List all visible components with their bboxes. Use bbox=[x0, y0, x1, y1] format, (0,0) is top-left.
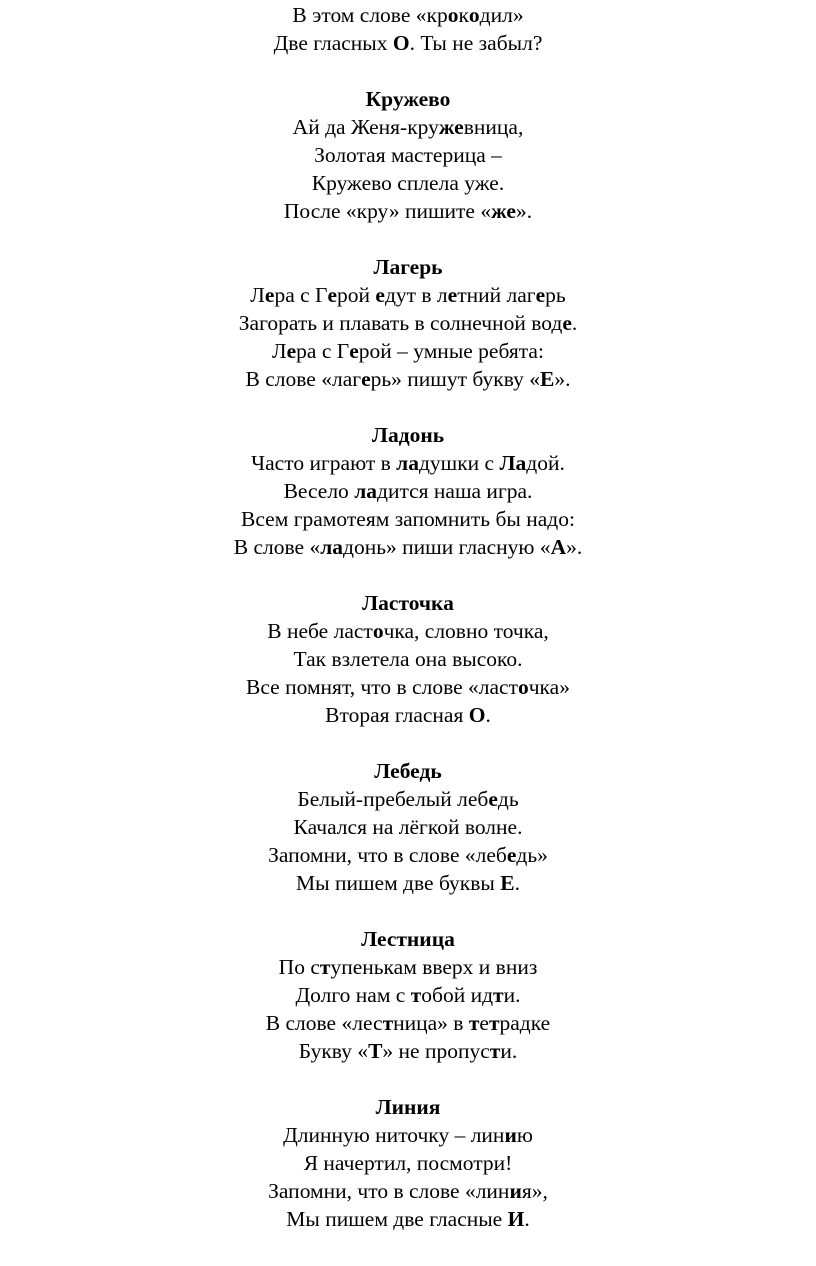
highlighted-letters: е bbox=[327, 283, 337, 307]
poem-line bbox=[0, 337, 816, 365]
highlighted-letters: е bbox=[264, 283, 275, 307]
line-text: Я начертил, посмотри! bbox=[303, 1151, 513, 1175]
highlighted-letters: и bbox=[504, 1123, 517, 1147]
line-text: душки с bbox=[418, 451, 500, 475]
line-text: и. bbox=[503, 983, 521, 1007]
highlighted-letters: о bbox=[468, 3, 480, 27]
line-text: Две гласных bbox=[273, 31, 393, 55]
line-text: я», bbox=[521, 1179, 548, 1203]
highlighted-letters: же bbox=[438, 115, 464, 139]
line-text: дут в л bbox=[384, 283, 448, 307]
line-text: . bbox=[514, 871, 520, 895]
poem-block bbox=[0, 85, 816, 225]
poem-line bbox=[0, 645, 816, 673]
line-text: донь» пиши гласную « bbox=[343, 535, 551, 559]
line-text: Кружево сплела уже. bbox=[311, 171, 505, 195]
highlighted-letters: е bbox=[349, 339, 359, 363]
highlighted-letters: е bbox=[361, 367, 371, 391]
poem-line bbox=[0, 617, 816, 645]
highlighted-letters: е bbox=[535, 283, 546, 307]
poem-line bbox=[0, 477, 816, 505]
highlighted-letters: т bbox=[468, 1011, 480, 1035]
highlighted-letters: о bbox=[517, 675, 529, 699]
line-text: ». bbox=[566, 535, 583, 559]
poem-line bbox=[0, 953, 816, 981]
line-text: Белый-пребелый леб bbox=[297, 787, 489, 811]
line-text: Вторая гласная bbox=[325, 703, 469, 727]
highlighted-letters: Т bbox=[368, 1039, 383, 1063]
line-text: Загорать и плавать в солнечной вод bbox=[238, 311, 563, 335]
line-text: Мы пишем две гласные bbox=[286, 1207, 508, 1231]
line-text: рь bbox=[545, 283, 566, 307]
line-text: ница» в bbox=[393, 1011, 469, 1035]
line-text: Все помнят, что в слове «ласт bbox=[246, 675, 518, 699]
highlighted-letters: же bbox=[491, 199, 516, 223]
poem-title: Кружево bbox=[365, 87, 451, 111]
line-text: Мы пишем две буквы bbox=[296, 871, 501, 895]
intro-stanza bbox=[0, 1, 816, 57]
poem-block bbox=[0, 757, 816, 897]
poem-block bbox=[0, 589, 816, 729]
line-text: радке bbox=[499, 1011, 551, 1035]
poem-block bbox=[0, 253, 816, 393]
stanza-gap bbox=[0, 57, 816, 85]
highlighted-letters: е bbox=[488, 787, 498, 811]
line-text: Так взлетела она высоко. bbox=[293, 647, 523, 671]
poem-block bbox=[0, 1093, 816, 1233]
poem-line bbox=[0, 1205, 816, 1233]
line-text: дой. bbox=[526, 451, 565, 475]
line-text: ». bbox=[515, 199, 533, 223]
line-text: Запомни, что в слове «леб bbox=[268, 843, 507, 867]
line-text: ра с Г bbox=[274, 283, 328, 307]
line-text: Ай да Женя-кру bbox=[292, 115, 439, 139]
poem-title: Лебедь bbox=[374, 759, 442, 783]
line-text: рой – умные ребята: bbox=[358, 339, 544, 363]
line-text: ра с Г bbox=[296, 339, 350, 363]
highlighted-letters: т bbox=[410, 983, 422, 1007]
poem-line bbox=[0, 449, 816, 477]
poem-line bbox=[0, 841, 816, 869]
line-text: В слове «лес bbox=[265, 1011, 383, 1035]
line-text: к bbox=[458, 3, 469, 27]
line-text: . bbox=[571, 311, 578, 335]
poem-line bbox=[0, 365, 816, 393]
highlighted-letters: ла bbox=[354, 479, 377, 503]
highlighted-letters: е bbox=[375, 283, 385, 307]
line-text: обой ид bbox=[421, 983, 494, 1007]
line-text: » не пропус bbox=[382, 1039, 490, 1063]
highlighted-letters: И bbox=[507, 1207, 525, 1231]
line-text: дится наша игра. bbox=[377, 479, 533, 503]
line-text: В этом слове «кр bbox=[292, 3, 448, 27]
poem-line bbox=[0, 29, 816, 57]
line-text: По с bbox=[278, 955, 320, 979]
poem-line bbox=[0, 533, 816, 561]
line-text: тний лаг bbox=[457, 283, 536, 307]
line-text: В небе ласт bbox=[267, 619, 373, 643]
poem-line bbox=[0, 981, 816, 1009]
poem-line bbox=[0, 197, 816, 225]
line-text: вница, bbox=[463, 115, 524, 139]
line-text: Всем грамотеям запомнить бы надо: bbox=[241, 507, 575, 531]
poem-block bbox=[0, 925, 816, 1065]
poem-line bbox=[0, 1121, 816, 1149]
line-text: Долго нам с bbox=[295, 983, 411, 1007]
line-text: Длинную ниточку – лин bbox=[283, 1123, 505, 1147]
highlighted-letters: О bbox=[468, 703, 486, 727]
poem-line bbox=[0, 1037, 816, 1065]
line-text: чка, словно точка, bbox=[383, 619, 549, 643]
line-text: дь» bbox=[516, 843, 548, 867]
line-text: Качался на лёгкой волне. bbox=[293, 815, 523, 839]
poem-line bbox=[0, 309, 816, 337]
highlighted-letters: А bbox=[550, 535, 567, 559]
highlighted-letters: и bbox=[509, 1179, 522, 1203]
poem-line bbox=[0, 281, 816, 309]
highlighted-letters: о bbox=[447, 3, 459, 27]
line-text: Л bbox=[250, 283, 265, 307]
highlighted-letters: Е bbox=[540, 367, 555, 391]
line-text: Запомни, что в слове «лин bbox=[268, 1179, 510, 1203]
poem-block bbox=[0, 421, 816, 561]
poem-title: Лагерь bbox=[373, 255, 443, 279]
highlighted-letters: т bbox=[488, 1011, 500, 1035]
highlighted-letters: Ла bbox=[499, 451, 527, 475]
highlighted-letters: т bbox=[382, 1011, 394, 1035]
highlighted-letters: е bbox=[506, 843, 517, 867]
stanza-gap bbox=[0, 729, 816, 757]
poem-line bbox=[0, 1, 816, 29]
poem-line bbox=[0, 113, 816, 141]
line-text: Букву « bbox=[298, 1039, 369, 1063]
stanza-gap bbox=[0, 1065, 816, 1093]
highlighted-letters: ла bbox=[396, 451, 419, 475]
poem-line bbox=[0, 505, 816, 533]
poem-line bbox=[0, 673, 816, 701]
stanza-gap bbox=[0, 897, 816, 925]
line-text: чка» bbox=[528, 675, 570, 699]
highlighted-letters: Е bbox=[500, 871, 515, 895]
poem-title: Ладонь bbox=[371, 423, 445, 447]
line-text: Золотая мастерица – bbox=[314, 143, 502, 167]
line-text: ». bbox=[554, 367, 571, 391]
line-text: . bbox=[524, 1207, 530, 1231]
stanza-gap bbox=[0, 393, 816, 421]
line-text: В слове « bbox=[233, 535, 321, 559]
line-text: После «кру» пишите « bbox=[283, 199, 492, 223]
line-text: Часто играют в bbox=[251, 451, 397, 475]
line-text: рой bbox=[337, 283, 376, 307]
poem-line bbox=[0, 169, 816, 197]
poem-title: Линия bbox=[375, 1095, 441, 1119]
highlighted-letters: т bbox=[319, 955, 331, 979]
poem-title: Ласточка bbox=[362, 591, 454, 615]
line-text: рь» пишут букву « bbox=[370, 367, 540, 391]
poem-line bbox=[0, 141, 816, 169]
highlighted-letters: ла bbox=[320, 535, 344, 559]
stanza-gap bbox=[0, 561, 816, 589]
line-text: дил» bbox=[479, 3, 524, 27]
highlighted-letters: т bbox=[493, 983, 504, 1007]
line-text: дь bbox=[497, 787, 519, 811]
line-text: Л bbox=[272, 339, 287, 363]
stanza-gap bbox=[0, 225, 816, 253]
poem-line bbox=[0, 785, 816, 813]
poem-title: Лестница bbox=[361, 927, 455, 951]
line-text: . Ты не забыл? bbox=[409, 31, 543, 55]
line-text: е bbox=[479, 1011, 489, 1035]
poem-line bbox=[0, 1009, 816, 1037]
line-text: ю bbox=[516, 1123, 533, 1147]
line-text: и. bbox=[500, 1039, 518, 1063]
poem-line bbox=[0, 1149, 816, 1177]
highlighted-letters: е bbox=[286, 339, 297, 363]
poem-line bbox=[0, 701, 816, 729]
line-text: . bbox=[485, 703, 491, 727]
line-text: Весело bbox=[283, 479, 355, 503]
highlighted-letters: е bbox=[562, 311, 572, 335]
highlighted-letters: е bbox=[447, 283, 458, 307]
line-text: В слове «лаг bbox=[245, 367, 362, 391]
highlighted-letters: О bbox=[392, 31, 410, 55]
poem-line bbox=[0, 813, 816, 841]
highlighted-letters: о bbox=[372, 619, 384, 643]
highlighted-letters: т bbox=[489, 1039, 501, 1063]
line-text: упенькам вверх и вниз bbox=[330, 955, 538, 979]
poem-line bbox=[0, 869, 816, 897]
poem-line bbox=[0, 1177, 816, 1205]
